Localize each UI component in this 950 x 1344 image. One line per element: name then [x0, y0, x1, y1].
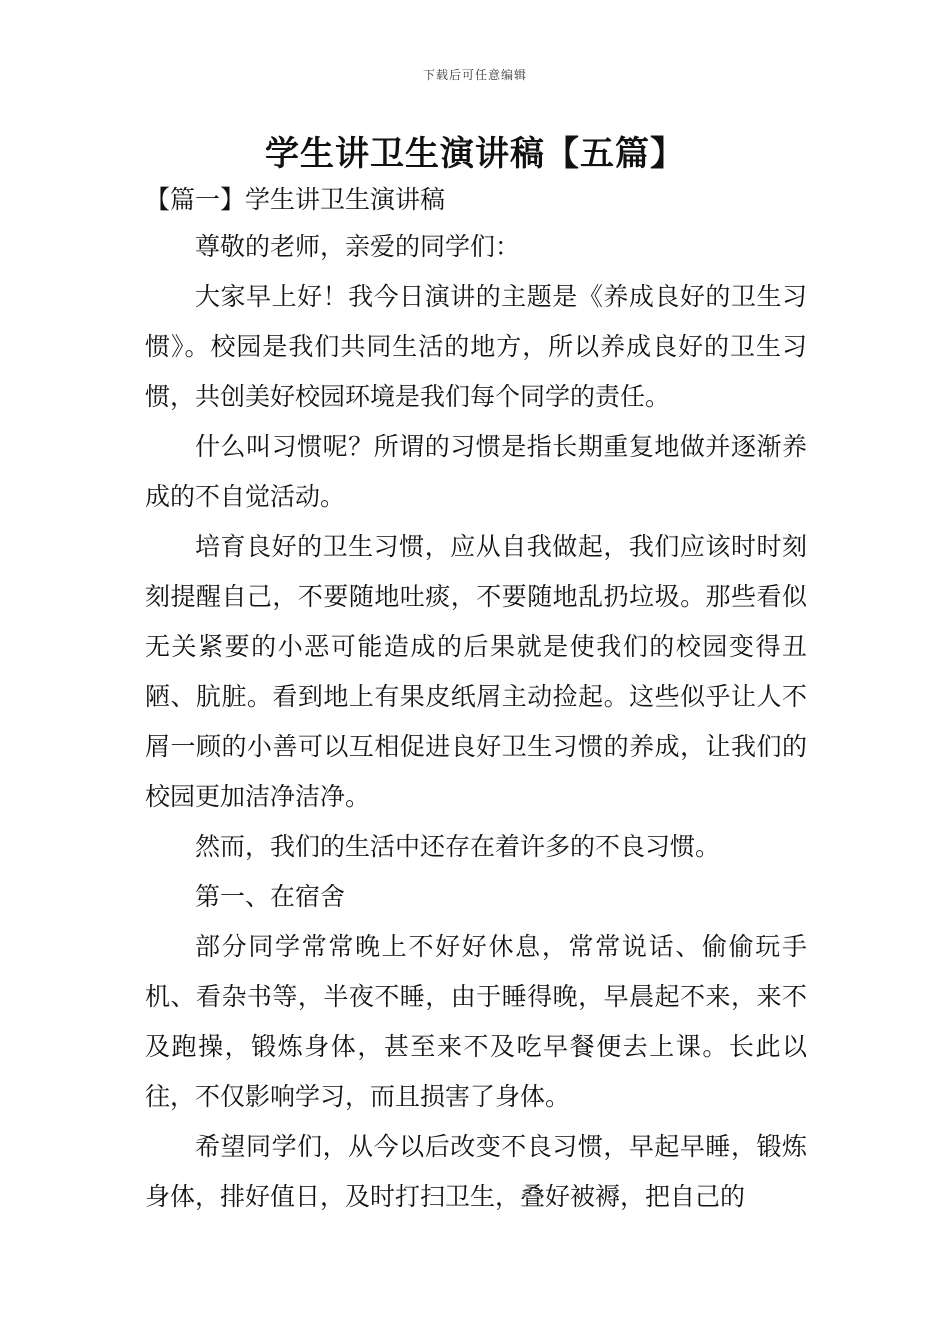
header-note: 下载后可任意编辑: [422, 68, 527, 82]
document-body: [145, 222, 807, 1222]
paragraph: 部分同学常常晚上不好好休息，常常说话、偷偷玩手机、看杂书等，半夜不睡，由于睡得晚，早晨起不来，来不及跑操，锻炼身体，甚至来不及吃早餐便去上课。长此以往，不仅影响学习，而且损害了身体。: [145, 932, 807, 1111]
paragraph: 大家早上好！我今日演讲的主题是《养成良好的卫生习惯》。校园是我们共同生活的地方，所以养成良好的卫生习惯，共创美好校园环境是我们每个同学的责任。: [145, 282, 807, 411]
paragraph: 培育良好的卫生习惯，应从自我做起，我们应该时时刻刻提醒自己，不要随地吐痰，不要随地乱扔垃圾。那些看似无关紧要的小恶可能造成的后果就是使我们的校园变得丑陋、肮脏。看到地上有果皮纸屑主动捡起。这些似乎让人不屑一顾的小善可以互相促进良好卫生习惯的养成，让我们的校园更加洁净洁净。: [145, 532, 807, 811]
paragraph-salutation: 尊敬的老师，亲爱的同学们：: [195, 232, 521, 261]
paragraph: 希望同学们，从今以后改变不良习惯，早起早睡，锻炼身体，排好值日，及时打扫卫生，叠好被褥，把自己的: [145, 1132, 807, 1211]
section-heading: 【篇一】学生讲卫生演讲稿: [145, 185, 446, 214]
paragraph-subheading: 第一、在宿舍: [195, 882, 346, 911]
paragraph: 什么叫习惯呢？所谓的习惯是指长期重复地做并逐渐养成的不自觉活动。: [145, 432, 807, 511]
document-title: 学生讲卫生演讲稿【五篇】: [265, 134, 685, 174]
paragraph: 然而，我们的生活中还存在着许多的不良习惯。: [195, 832, 721, 861]
